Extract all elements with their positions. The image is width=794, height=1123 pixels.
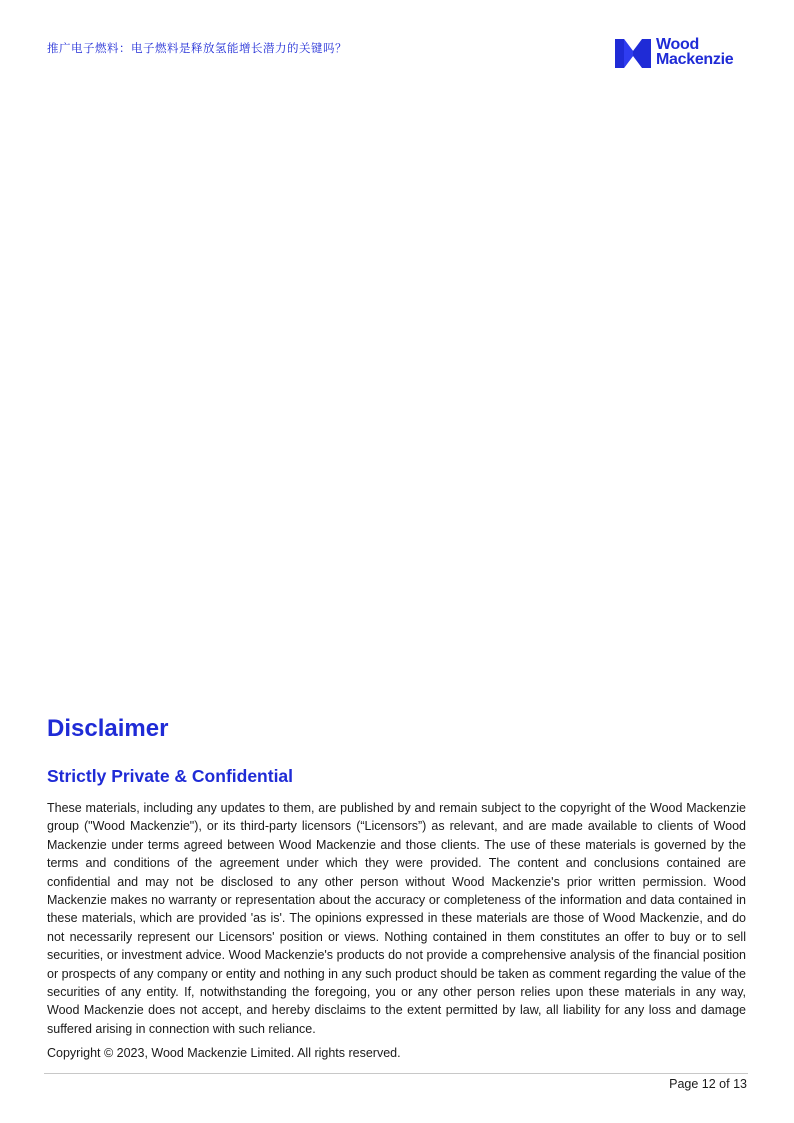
wood-mackenzie-logo-icon [615,39,651,68]
page-number: Page 12 of 13 [669,1077,747,1091]
copyright-notice: Copyright © 2023, Wood Mackenzie Limited. All rights reserved. [47,1046,401,1060]
logo-wordmark-line2: Mackenzie [656,51,734,68]
logo-wordmark-line1: Wood [656,36,699,53]
document-header-title: 推广电子燃料：电子燃料是释放氢能增长潜力的关键吗？ [47,41,347,55]
logo-wordmark [656,37,733,67]
wood-mackenzie-logo [615,37,750,71]
disclaimer-title: Disclaimer [47,715,169,742]
footer-divider [44,1073,748,1074]
disclaimer-body: These materials, including any updates to them, are published by and remain subject to the copyright of the Wood Mackenzie group ("Wood Mackenzie"), or its third-party licensors (“Licensors”) as relevant, and are made available to clients of Wood Mackenzie under terms agreed between Wood Mackenzie and those clients. The use of these materials is governed by the terms and conditions of the agreement under which they were provided. The content and conclusions contained are confidential and may not be disclosed to any other person without Wood Mackenzie's prior written permission. Wood Mackenzie makes no warranty or representation about the accuracy or completeness of the information and data contained in these materials, which are provided 'as is'. The opinions expressed in these materials are those of Wood Mackenzie, and do not necessarily represent our Licensors' position or views. Nothing contained in them constitutes an offer to buy or to sell securities, or investment advice. Wood Mackenzie's products do not provide a comprehensive analysis of the financial position or prospects of any company or entity and nothing in any such product should be taken as comment regarding the value of the securities of any entity. If, notwithstanding the foregoing, you or any other person relies upon these materials in any way, Wood Mackenzie does not accept, and hereby disclaims to the extent permitted by law, all liability for any loss and damage suffered arising in connection with such reliance. [47,801,746,1036]
disclaimer-subtitle: Strictly Private & Confidential [47,766,294,786]
